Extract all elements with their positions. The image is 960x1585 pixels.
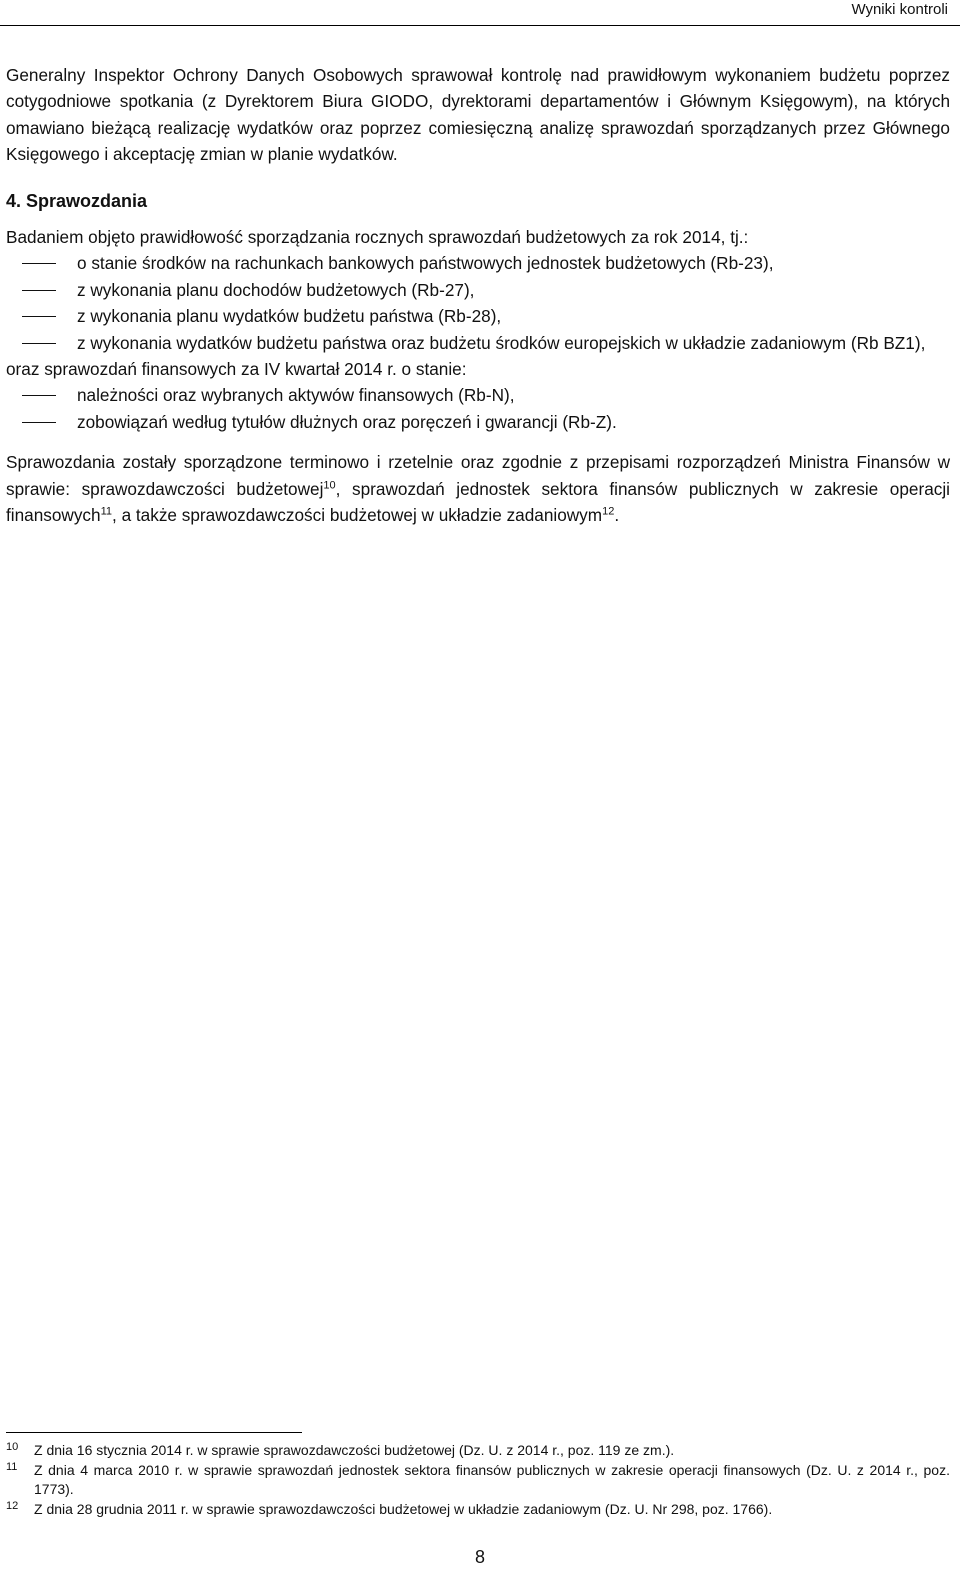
dash-bullet [22, 343, 56, 344]
list-item: należności oraz wybranych aktywów finansowych (Rb-N), [6, 382, 950, 408]
document-body [6, 62, 950, 529]
dash-bullet [22, 290, 56, 291]
list-item: o stanie środków na rachunkach bankowych państwowych jednostek budżetowych (Rb-23), [6, 250, 950, 276]
list-item: z wykonania planu dochodów budżetowych (Rb-27), [6, 277, 950, 303]
footnote-text: Z dnia 16 stycznia 2014 r. w sprawie sprawozdawczości budżetowej (Dz. U. z 2014 r., poz. 119 ze zm.). [34, 1442, 675, 1458]
section-heading: 4. Sprawozdania [6, 190, 148, 211]
footnote-text: Z dnia 4 marca 2010 r. w sprawie sprawozdań jednostek sektora finansów publicznych w zakresie operacji finansowych (Dz. U. z 2014 r., poz. 1773). [34, 1462, 950, 1497]
list-item: z wykonania planu wydatków budżetu państwa (Rb-28), [6, 303, 950, 329]
page-number: 8 [474, 1547, 485, 1567]
dash-bullet [22, 316, 56, 317]
dash-bullet [22, 263, 56, 264]
footnote-number: 11 [6, 1461, 18, 1473]
running-header [0, 0, 960, 26]
list-item: zobowiązań według tytułów dłużnych oraz poręczeń i gwarancji (Rb-Z). [6, 409, 950, 435]
intro-paragraph: Generalny Inspektor Ochrony Danych Osobowych sprawował kontrolę nad prawidłowym wykonaniem budżetu poprzez cotygodniowe spotkania (z Dyrektorem Biura GIODO, dyrektorami departamentów i Głównym Księgowym), na których omawiano bieżącą realizację wydatków oraz poprzez comiesięczną analizę sprawozdań sporządzanych przez Głównego Księgowego i akceptację zmian w planie wydatków. [6, 65, 950, 165]
footnote-text: Z dnia 28 grudnia 2011 r. w sprawie sprawozdawczości budżetowej w układzie zadaniowym (Dz. U. Nr 298, poz. 1766). [34, 1501, 773, 1517]
footnote-ref-10: 10 [323, 478, 336, 491]
list-item: z wykonania wydatków budżetu państwa oraz budżetu środków europejskich w układzie zadaniowym (Rb BZ1), [6, 330, 950, 356]
section-lead: Badaniem objęto prawidłowość sporządzania rocznych sprawozdań budżetowych za rok 2014, tj.: [6, 227, 749, 248]
footnote-10 [6, 1441, 950, 1460]
footnote-number: 10 [6, 1441, 19, 1453]
budget-reports-list [6, 250, 950, 356]
footnotes [6, 1432, 950, 1520]
conclusion-paragraph: Sprawozdania zostały sporządzone terminowo i rzetelnie oraz zgodnie z przepisami rozporządzeń Ministra Finansów w sprawie: sprawozdawczości budżetowej$^{10}$, sprawozdań jednostek sektora finansów publicznych w zakresie operacji finansowych$^{11}$, a także sprawozdawczości budżetowej w układzie zadaniowym$^{12}$. [6, 452, 950, 526]
financial-reports-lead: oraz sprawozdań finansowych za IV kwartał 2014 r. o stanie: [6, 359, 467, 380]
footnote-ref-12: 12 [602, 505, 615, 518]
footnote-number: 12 [6, 1500, 19, 1512]
dash-bullet [22, 395, 56, 396]
footnote-ref-11: 11 [100, 505, 113, 518]
footnote-separator [6, 1432, 302, 1433]
financial-reports-list [6, 382, 950, 435]
footnote-12 [6, 1500, 950, 1519]
dash-bullet [22, 422, 56, 423]
footnote-11 [6, 1461, 950, 1499]
running-header-title: Wyniki kontroli [851, 1, 948, 18]
